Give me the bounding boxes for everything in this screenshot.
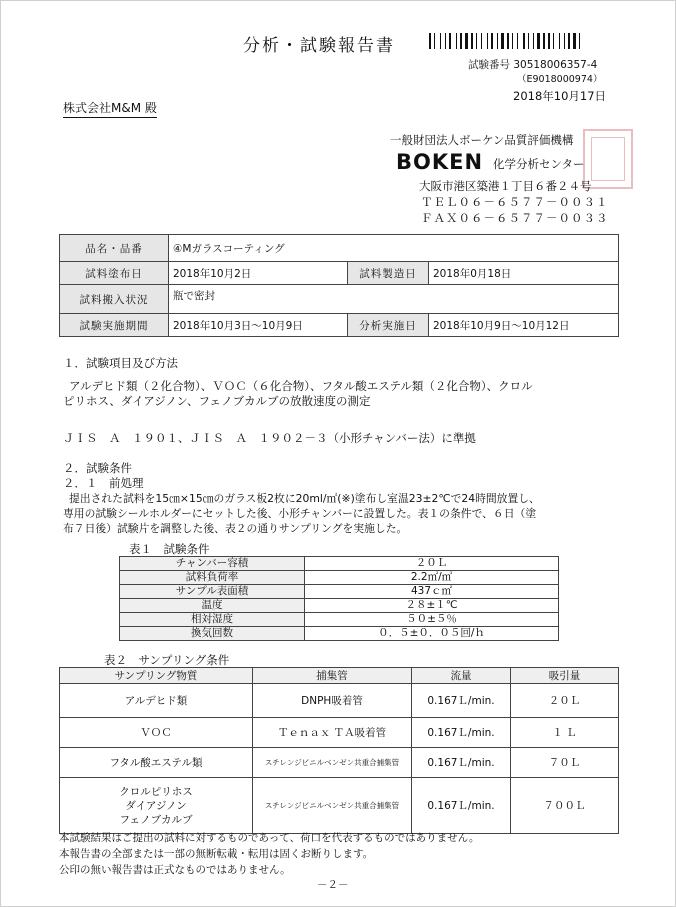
volume-cell: ２０Ｌ <box>511 684 619 718</box>
table-row <box>60 718 619 748</box>
footer-note: 公印の無い報告書は正式なものではありません。 <box>59 864 291 876</box>
condition-label: サンプル表面積 <box>120 585 305 599</box>
product-value: ④Mガラスコーティング <box>169 235 619 262</box>
table-header-row <box>60 668 619 684</box>
tube-cell: スチレンジビニルベンゼン共重合捕集管 <box>253 748 412 778</box>
table-row <box>120 599 559 613</box>
section2-heading: ２．試験条件 <box>63 461 132 475</box>
column-header: サンプリング物質 <box>60 668 253 684</box>
period-label: 試験実施期間 <box>60 314 169 337</box>
made-label: 試料製造日 <box>348 262 429 285</box>
condition-value: ５０±５％ <box>305 613 559 627</box>
substance-cell: フタル酸エステル類 <box>60 748 253 778</box>
analysis-value: 2018年10月9日～10月12日 <box>429 314 619 337</box>
condition-label: 相対湿度 <box>120 613 305 627</box>
substance-cell: ＶＯＣ <box>60 718 253 748</box>
volume-cell: １ Ｌ <box>511 718 619 748</box>
table-row <box>60 778 619 834</box>
table-row <box>120 613 559 627</box>
volume-cell: ７０Ｌ <box>511 748 619 778</box>
analysis-label: 分析実施日 <box>348 314 429 337</box>
addressee: 株式会社M&M 殿 <box>63 99 157 118</box>
section1-line1: アルデヒド類（２化合物）、ＶＯＣ（６化合物）、フタル酸エステル類（２化合物）、クロル <box>69 379 533 393</box>
test-conditions-table <box>119 556 559 641</box>
tube-cell: スチレンジビニルベンゼン共重合捕集管 <box>253 778 412 834</box>
table-row <box>60 285 619 314</box>
condition-value: ０．５±０．０５回/ｈ <box>305 627 559 641</box>
condition-value: ２８±１℃ <box>305 599 559 613</box>
table2-caption: 表２ サンプリング条件 <box>104 653 230 667</box>
issuer-tel: ＴＥＬ０６－６５７７－００３１ <box>421 195 609 209</box>
issuer-address: 大阪市港区築港１丁目６番２４号 <box>419 179 592 193</box>
column-header: 流量 <box>412 668 511 684</box>
table-row <box>60 262 619 285</box>
table-row <box>120 571 559 585</box>
column-header: 吸引量 <box>511 668 619 684</box>
period-value: 2018年10月3日～10月9日 <box>169 314 348 337</box>
table-row <box>120 557 559 571</box>
table-row <box>60 684 619 718</box>
boken-logo: BOKEN <box>396 150 484 174</box>
product-label: 品名・品番 <box>60 235 169 262</box>
condition-label: チャンバー容積 <box>120 557 305 571</box>
substance-cell <box>60 778 253 834</box>
report-date: 2018年10月17日 <box>513 89 607 103</box>
tube-cell: DNPH吸着管 <box>253 684 412 718</box>
condition-label: 換気回数 <box>120 627 305 641</box>
table-row <box>120 585 559 599</box>
substance-line: フェノブカルブ <box>119 813 193 826</box>
substance-line: クロルピリホス <box>119 785 193 798</box>
sub-number: （E9018000974） <box>517 74 603 85</box>
condition-value: 2.2㎡/㎥ <box>305 571 559 585</box>
flow-cell: 0.167Ｌ/min. <box>412 748 511 778</box>
section1-heading: １．試験項目及び方法 <box>63 356 178 370</box>
issuer-center: 化学分析センター <box>493 157 585 171</box>
footer-note: 本試験結果はご提出の試料に対するものであって、荷口を代表するものではありません。 <box>59 832 480 844</box>
section2-line3: 布７日後）試験片を調整した後、表２の通りサンプリングを実施した。 <box>63 522 408 535</box>
section2-line2: 専用の試験シールホルダーにセットした後、小形チャンバーに設置した。表１の条件で、６日（塗 <box>63 507 537 520</box>
column-header: 捕集管 <box>253 668 412 684</box>
condition-value: ２０Ｌ <box>305 557 559 571</box>
flow-cell: 0.167Ｌ/min. <box>412 684 511 718</box>
report-title: 分析・試験報告書 <box>243 36 395 56</box>
sample-info-table <box>59 234 619 337</box>
section1-standard: ＪＩＳ Ａ １９０１、ＪＩＳ Ａ １９０２－３（小形チャンバー法）に準拠 <box>63 431 476 445</box>
flow-cell: 0.167Ｌ/min. <box>412 778 511 834</box>
table-row <box>60 235 619 262</box>
barcode-icon <box>429 33 619 49</box>
applied-label: 試料塗布日 <box>60 262 169 285</box>
tube-cell: Ｔｅｎａｘ ＴＡ吸着管 <box>253 718 412 748</box>
table1-caption: 表１ 試験条件 <box>129 542 210 556</box>
issuer-fax: ＦＡＸ０６－６５７７－００３３ <box>421 211 609 225</box>
issuer-org: 一般財団法人ボーケン品質評価機構 <box>390 133 574 147</box>
table-row <box>60 314 619 337</box>
table-row <box>120 627 559 641</box>
delivery-label: 試料搬入状況 <box>60 285 169 314</box>
section2-line1: 提出された試料を15㎝×15㎝のガラス板2枚に20ml/㎡(※)塗布し室温23±2℃で24時間放置し、 <box>69 492 540 505</box>
substance-cell: アルデヒド類 <box>60 684 253 718</box>
condition-value: 437ｃ㎡ <box>305 585 559 599</box>
made-value: 2018年0月18日 <box>429 262 619 285</box>
condition-label: 試料負荷率 <box>120 571 305 585</box>
volume-cell: ７００Ｌ <box>511 778 619 834</box>
section1-line2: ピリホス、ダイアジノン、フェノブカルブの放散速度の測定 <box>63 394 371 408</box>
condition-label: 温度 <box>120 599 305 613</box>
substance-line: ダイアジノン <box>125 799 187 812</box>
delivery-value: 瓶で密封 <box>169 285 619 314</box>
test-number: 試験番号 30518006357-4 <box>468 59 598 71</box>
page-number: －２－ <box>317 879 349 891</box>
flow-cell: 0.167Ｌ/min. <box>412 718 511 748</box>
sampling-conditions-table <box>59 667 619 834</box>
applied-value: 2018年10月2日 <box>169 262 348 285</box>
footer-note: 本報告書の全部または一部の無断転載・転用は固くお断りします。 <box>59 848 374 860</box>
table-row <box>60 748 619 778</box>
section2-sub: ２．１ 前処理 <box>63 476 144 490</box>
